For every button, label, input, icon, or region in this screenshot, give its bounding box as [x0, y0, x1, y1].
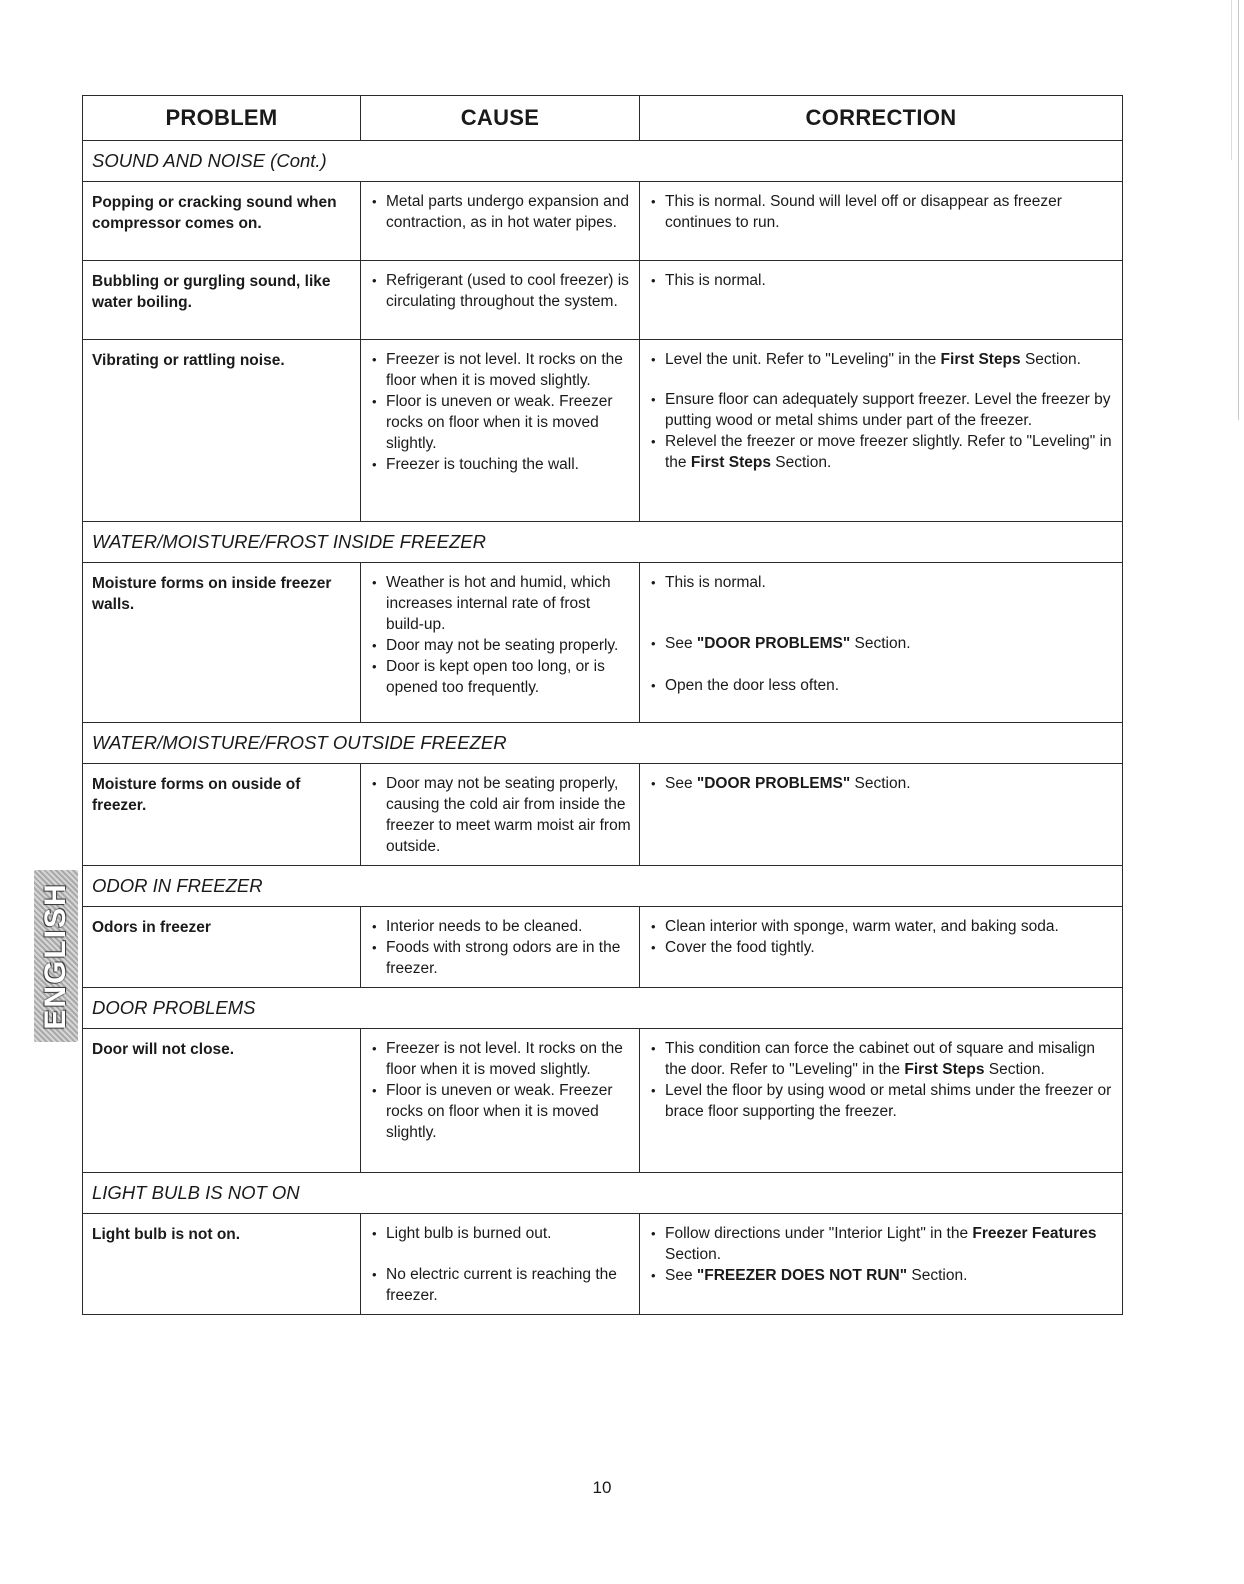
- problem-cell: Odors in freezer: [83, 907, 361, 988]
- section-title: LIGHT BULB IS NOT ON: [83, 1173, 1123, 1214]
- correction-item: • This is normal. Sound will level off or disappear as freezer continues to run.: [648, 191, 1114, 233]
- header-problem: PROBLEM: [83, 96, 361, 141]
- section-title: SOUND AND NOISE (Cont.): [83, 141, 1123, 182]
- section-title: ODOR IN FREEZER: [83, 866, 1123, 907]
- cause-cell: [361, 1214, 640, 1315]
- cause-item: • Refrigerant (used to cool freezer) is circulating throughout the system.: [369, 270, 631, 312]
- cause-cell: [361, 563, 640, 723]
- cause-item: • Freezer is not level. It rocks on the floor when it is moved slightly.: [369, 349, 631, 391]
- correction-item: • Open the door less often.: [648, 675, 1114, 696]
- table-row: [83, 563, 1123, 723]
- language-tab-label: ENGLISH: [39, 882, 72, 1030]
- correction-item: • Ensure floor can adequately support freezer. Level the freezer by putting wood or metal shims under part of the freezer.: [648, 389, 1114, 431]
- cause-item: • Interior needs to be cleaned.: [369, 916, 631, 937]
- table-row: [83, 182, 1123, 261]
- section-title: WATER/MOISTURE/FROST INSIDE FREEZER: [83, 522, 1123, 563]
- table-row: [83, 764, 1123, 866]
- correction-item: • See "DOOR PROBLEMS" Section.: [648, 633, 1114, 654]
- correction-cell: [640, 764, 1123, 866]
- problem-cell: Vibrating or rattling noise.: [83, 340, 361, 522]
- section-title: DOOR PROBLEMS: [83, 988, 1123, 1029]
- correction-item: • Level the unit. Refer to "Leveling" in the First Steps Section.: [648, 349, 1114, 370]
- cause-item: • Floor is uneven or weak. Freezer rocks on floor when it is moved slightly.: [369, 1080, 631, 1143]
- cause-item: • Light bulb is burned out.: [369, 1223, 631, 1244]
- correction-cell: [640, 1029, 1123, 1173]
- table-row: [83, 340, 1123, 522]
- correction-item: • This condition can force the cabinet out of square and misalign the door. Refer to "Leveling" in the First Steps Section.: [648, 1038, 1114, 1080]
- correction-item: • Level the floor by using wood or metal shims under the freezer or brace floor supporting the freezer.: [648, 1080, 1114, 1122]
- correction-item: • See "DOOR PROBLEMS" Section.: [648, 773, 1114, 794]
- correction-cell: [640, 182, 1123, 261]
- cause-item: • Foods with strong odors are in the freezer.: [369, 937, 631, 979]
- header-cause: CAUSE: [361, 96, 640, 141]
- correction-cell: [640, 261, 1123, 340]
- header-row: [83, 96, 1123, 141]
- correction-item: • See "FREEZER DOES NOT RUN" Section.: [648, 1265, 1114, 1286]
- problem-cell: Moisture forms on inside freezer walls.: [83, 563, 361, 723]
- correction-item: • This is normal.: [648, 270, 1114, 291]
- cause-item: • No electric current is reaching the freezer.: [369, 1264, 631, 1306]
- correction-cell: [640, 563, 1123, 723]
- correction-item: • Follow directions under "Interior Light" in the Freezer Features Section.: [648, 1223, 1114, 1265]
- page-number: 10: [592, 1478, 612, 1497]
- problem-cell: Door will not close.: [83, 1029, 361, 1173]
- cause-cell: [361, 764, 640, 866]
- table-row: [83, 1214, 1123, 1315]
- cause-cell: [361, 907, 640, 988]
- cause-cell: [361, 261, 640, 340]
- table-row: [83, 261, 1123, 340]
- header-correction: CORRECTION: [640, 96, 1123, 141]
- correction-cell: [640, 340, 1123, 522]
- correction-item: • Relevel the freezer or move freezer slightly. Refer to "Leveling" in the First Steps Section.: [648, 431, 1114, 473]
- cause-cell: [361, 182, 640, 261]
- table-row: [83, 1029, 1123, 1173]
- cause-item: • Weather is hot and humid, which increases internal rate of frost build-up.: [369, 572, 631, 635]
- cause-item: • Floor is uneven or weak. Freezer rocks on floor when it is moved slightly.: [369, 391, 631, 454]
- correction-cell: [640, 907, 1123, 988]
- cause-item: • Freezer is not level. It rocks on the floor when it is moved slightly.: [369, 1038, 631, 1080]
- cause-item: • Freezer is touching the wall.: [369, 454, 631, 475]
- correction-item: • Clean interior with sponge, warm water, and baking soda.: [648, 916, 1114, 937]
- language-tab: [34, 870, 78, 1042]
- cause-item: • Metal parts undergo expansion and contraction, as in hot water pipes.: [369, 191, 631, 233]
- cause-item: • Door may not be seating properly, causing the cold air from inside the freezer to meet warm moist air from outside.: [369, 773, 631, 857]
- problem-cell: Bubbling or gurgling sound, like water boiling.: [83, 261, 361, 340]
- problem-cell: Moisture forms on ouside of freezer.: [83, 764, 361, 866]
- correction-item: • This is normal.: [648, 572, 1114, 593]
- problem-cell: Light bulb is not on.: [83, 1214, 361, 1315]
- troubleshooting-table: [82, 95, 1123, 1315]
- correction-cell: [640, 1214, 1123, 1315]
- cause-item: • Door may not be seating properly.: [369, 635, 631, 656]
- problem-cell: Popping or cracking sound when compressor comes on.: [83, 182, 361, 261]
- section-title: WATER/MOISTURE/FROST OUTSIDE FREEZER: [83, 723, 1123, 764]
- cause-cell: [361, 1029, 640, 1173]
- scan-edge-line: [1231, 0, 1232, 160]
- table-row: [83, 907, 1123, 988]
- correction-item: • Cover the food tightly.: [648, 937, 1114, 958]
- scan-edge-line: [1238, 0, 1239, 420]
- cause-cell: [361, 340, 640, 522]
- cause-item: • Door is kept open too long, or is opened too frequently.: [369, 656, 631, 698]
